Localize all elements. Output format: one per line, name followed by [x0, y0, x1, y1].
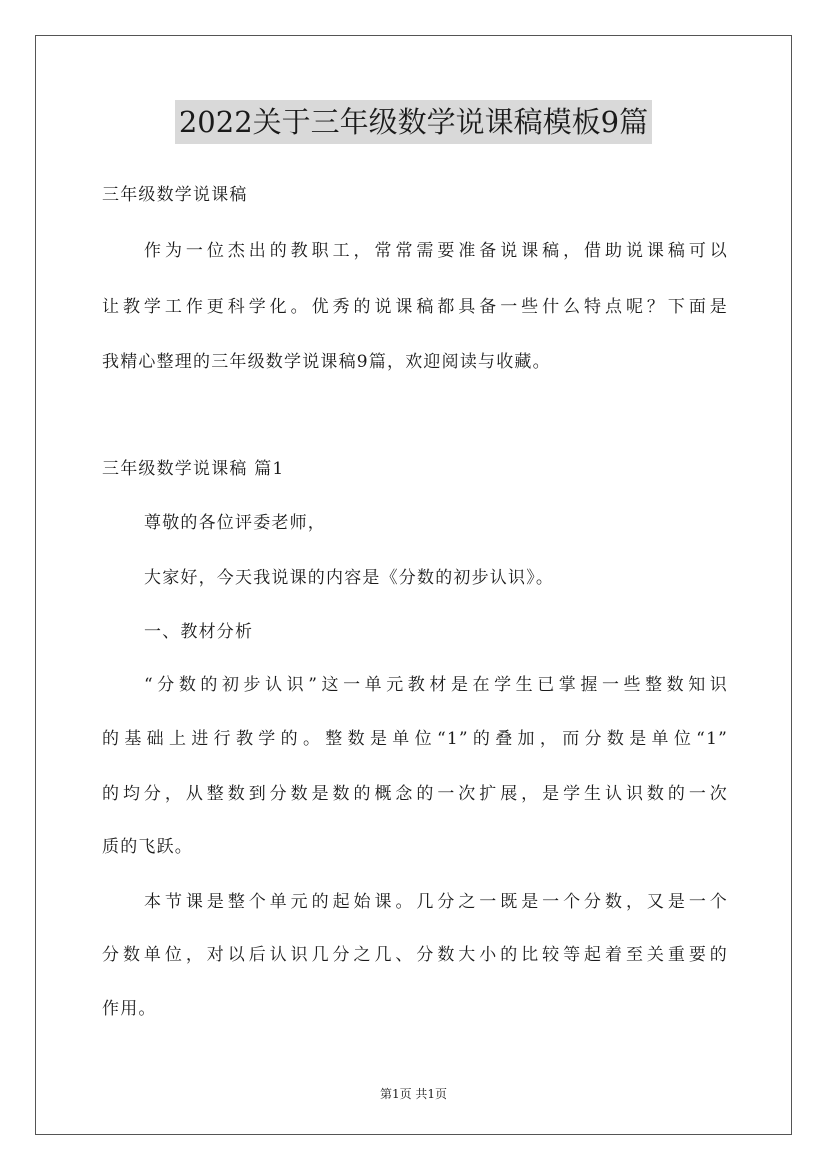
paragraph-line: 作为一位杰出的教职工，常常需要准备说课稿，借助说课稿可以 — [144, 241, 728, 261]
paragraph-line: 本节课是整个单元的起始课。几分之一既是一个分数，又是一个 — [144, 892, 728, 912]
paragraph-line: 让教学工作更科学化。优秀的说课稿都具备一些什么特点呢？下面是 — [102, 297, 728, 317]
paragraph-line: 的均分，从整数到分数是数的概念的一次扩展，是学生认识数的一次 — [102, 784, 728, 804]
paragraph-line: 我精心整理的三年级数学说课稿9篇，欢迎阅读与收藏。 — [102, 352, 551, 372]
page-number: 第1页 共1页 — [379, 1087, 448, 1101]
paragraph-line: 分数单位，对以后认识几分之几、分数大小的比较等起着至关重要的 — [102, 945, 728, 965]
paragraph-line: 尊敬的各位评委老师， — [144, 513, 326, 533]
section-heading-part-1: 三年级数学说课稿 篇1 — [102, 459, 285, 479]
paragraph-line: 作用。 — [102, 999, 157, 1019]
paragraph-line: 质的飞跃。 — [102, 837, 193, 857]
document-title — [0, 100, 827, 144]
section-heading-intro: 三年级数学说课稿 — [102, 185, 248, 205]
page-footer — [0, 1085, 827, 1102]
document-title-text: 2022关于三年级数学说课稿模板9篇 — [175, 100, 652, 144]
paragraph-line: “分数的初步认识”这一单元教材是在学生已掌握一些整数知识 — [144, 675, 728, 695]
paragraph-line: 大家好，今天我说课的内容是《分数的初步认识》。 — [144, 568, 555, 588]
subheading-teaching-material: 一、教材分析 — [144, 622, 254, 642]
paragraph-line: 的基础上进行教学的。整数是单位“1”的叠加，而分数是单位“1” — [102, 729, 728, 749]
